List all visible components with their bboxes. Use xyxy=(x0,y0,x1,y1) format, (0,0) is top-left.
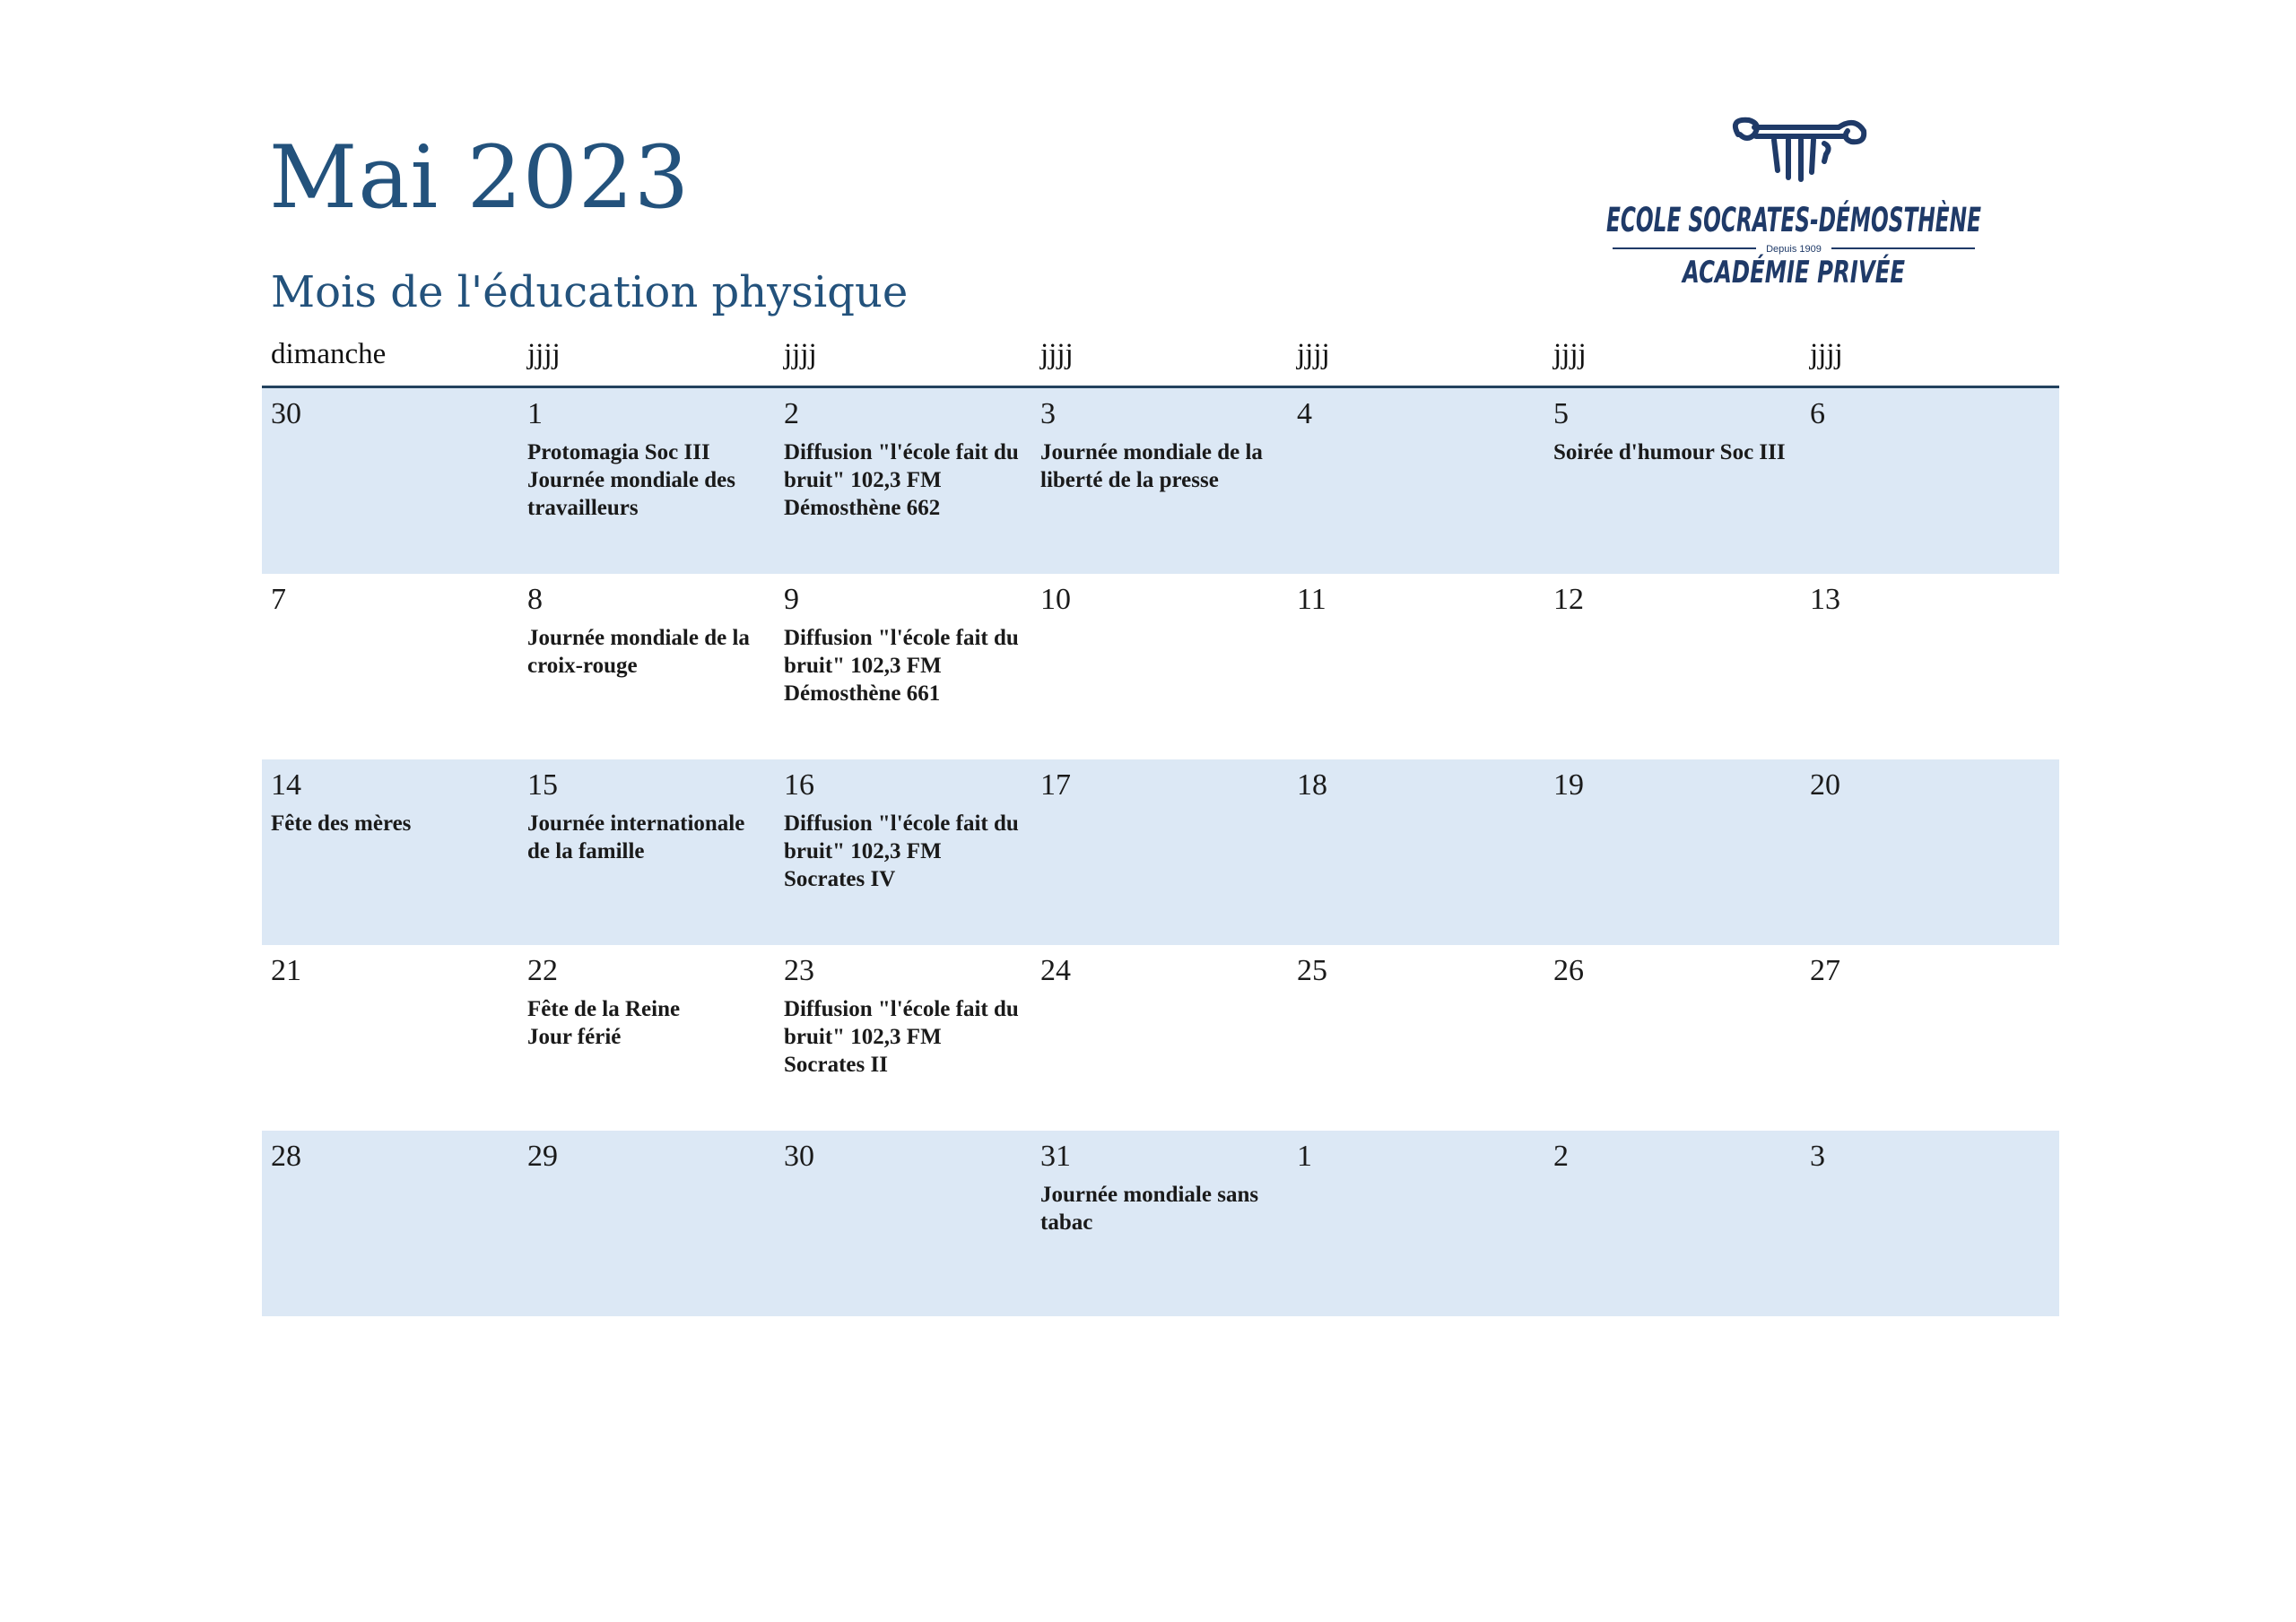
day-number: 2 xyxy=(1553,1140,1569,1173)
day-number: 22 xyxy=(527,954,558,987)
calendar-week-row xyxy=(262,388,2059,574)
day-number: 24 xyxy=(1040,954,1071,987)
day-number: 13 xyxy=(1810,583,1840,616)
column-capital-icon xyxy=(1735,120,1864,179)
calendar-day-cell xyxy=(1544,945,1801,1131)
calendar-day-cell xyxy=(262,574,518,759)
day-number: 16 xyxy=(784,768,814,802)
weekday-label: jjjj xyxy=(784,338,817,370)
logo-since: Depuis 1909 xyxy=(1766,244,1822,255)
day-number: 14 xyxy=(271,768,301,802)
day-number: 15 xyxy=(527,768,558,802)
day-event: Diffusion "l'école fait du bruit" 102,3 FM Démosthène 661 xyxy=(784,626,1019,706)
calendar-day-cell xyxy=(518,759,775,945)
calendar-day-cell xyxy=(518,388,775,574)
calendar-day-cell xyxy=(1544,1131,1801,1316)
calendar-week-row xyxy=(262,759,2059,945)
calendar-week-row xyxy=(262,945,2059,1131)
day-number: 25 xyxy=(1297,954,1327,987)
day-number: 17 xyxy=(1040,768,1071,802)
day-number: 4 xyxy=(1297,397,1312,430)
day-number: 27 xyxy=(1810,954,1840,987)
calendar-day-cell xyxy=(1288,574,1544,759)
day-number: 23 xyxy=(784,954,814,987)
calendar-day-cell xyxy=(1801,1131,2057,1316)
day-event: Journée internationale de la famille xyxy=(527,811,745,863)
day-number: 9 xyxy=(784,583,799,616)
calendar-day-cell xyxy=(775,759,1031,945)
day-number: 18 xyxy=(1297,768,1327,802)
calendar-day-cell xyxy=(1544,759,1801,945)
day-number: 2 xyxy=(784,397,799,430)
calendar-day-cell xyxy=(1031,945,1288,1131)
page-title: Mai 2023 xyxy=(269,127,691,228)
day-number: 19 xyxy=(1553,768,1584,802)
day-event: Protomagia Soc III Journée mondiale des travailleurs xyxy=(527,440,735,520)
day-number: 30 xyxy=(784,1140,814,1173)
calendar-day-cell xyxy=(1801,388,2057,574)
calendar-day-cell xyxy=(1031,759,1288,945)
day-number: 28 xyxy=(271,1140,301,1173)
day-number: 8 xyxy=(527,583,543,616)
calendar-day-cell xyxy=(1544,388,1801,574)
calendar-grid xyxy=(262,332,2059,1316)
weekday-header-row xyxy=(262,332,2059,388)
calendar-day-cell xyxy=(1288,1131,1544,1316)
calendar-day-cell xyxy=(1801,945,2057,1131)
day-event: Diffusion "l'école fait du bruit" 102,3 FM Socrates II xyxy=(784,997,1019,1077)
weekday-label: jjjj xyxy=(527,338,561,370)
logo-name: ECOLE SOCRATES-DÉMOSTHÈNE xyxy=(1606,201,2204,239)
day-number: 20 xyxy=(1810,768,1840,802)
day-event: Journée mondiale sans tabac xyxy=(1040,1183,1259,1235)
calendar-day-cell xyxy=(1288,388,1544,574)
calendar-day-cell xyxy=(1801,759,2057,945)
weekday-label: jjjj xyxy=(1553,338,1587,370)
calendar-day-cell xyxy=(518,1131,775,1316)
day-number: 3 xyxy=(1810,1140,1825,1173)
calendar-day-cell xyxy=(262,759,518,945)
calendar-day-cell xyxy=(1031,574,1288,759)
day-number: 29 xyxy=(527,1140,558,1173)
weekday-label: jjjj xyxy=(1297,338,1330,370)
day-number: 3 xyxy=(1040,397,1056,430)
day-number: 26 xyxy=(1553,954,1584,987)
day-event: Diffusion "l'école fait du bruit" 102,3 FM Démosthène 662 xyxy=(784,440,1019,520)
calendar-day-cell xyxy=(262,1131,518,1316)
day-event: Diffusion "l'école fait du bruit" 102,3 FM Socrates IV xyxy=(784,811,1019,891)
weekday-label: dimanche xyxy=(271,338,387,370)
calendar-day-cell xyxy=(1288,759,1544,945)
weekday-label: jjjj xyxy=(1040,338,1074,370)
calendar-day-cell xyxy=(518,945,775,1131)
day-number: 11 xyxy=(1297,583,1326,616)
calendar-day-cell xyxy=(775,574,1031,759)
day-event: Journée mondiale de la croix-rouge xyxy=(527,626,750,678)
day-event: Soirée d'humour Soc III xyxy=(1553,440,1786,464)
day-event: Fête de la Reine Jour férié xyxy=(527,997,681,1049)
calendar-week-row xyxy=(262,1131,2059,1316)
calendar-day-cell xyxy=(1031,1131,1288,1316)
school-logo xyxy=(1604,108,2204,296)
calendar-day-cell xyxy=(1544,574,1801,759)
calendar-day-cell xyxy=(262,388,518,574)
day-number: 1 xyxy=(1297,1140,1312,1173)
calendar-day-cell xyxy=(1288,945,1544,1131)
calendar-day-cell xyxy=(775,388,1031,574)
day-event: Fête des mères xyxy=(271,811,412,836)
day-number: 7 xyxy=(271,583,286,616)
calendar-day-cell xyxy=(262,945,518,1131)
calendar-day-cell xyxy=(1801,574,2057,759)
calendar-day-cell xyxy=(775,945,1031,1131)
day-number: 6 xyxy=(1810,397,1825,430)
day-number: 31 xyxy=(1040,1140,1071,1173)
day-number: 1 xyxy=(527,397,543,430)
day-number: 30 xyxy=(271,397,301,430)
calendar-day-cell xyxy=(518,574,775,759)
day-number: 12 xyxy=(1553,583,1584,616)
calendar-day-cell xyxy=(775,1131,1031,1316)
day-number: 10 xyxy=(1040,583,1071,616)
day-number: 21 xyxy=(271,954,301,987)
day-number: 5 xyxy=(1553,397,1569,430)
weekday-label: jjjj xyxy=(1810,338,1843,370)
calendar-day-cell xyxy=(1031,388,1288,574)
page-subtitle: Mois de l'éducation physique xyxy=(271,267,909,317)
day-event: Journée mondiale de la liberté de la presse xyxy=(1040,440,1263,492)
logo-tagline: ACADÉMIE PRIVÉE xyxy=(1683,255,1994,291)
calendar-week-row xyxy=(262,574,2059,759)
